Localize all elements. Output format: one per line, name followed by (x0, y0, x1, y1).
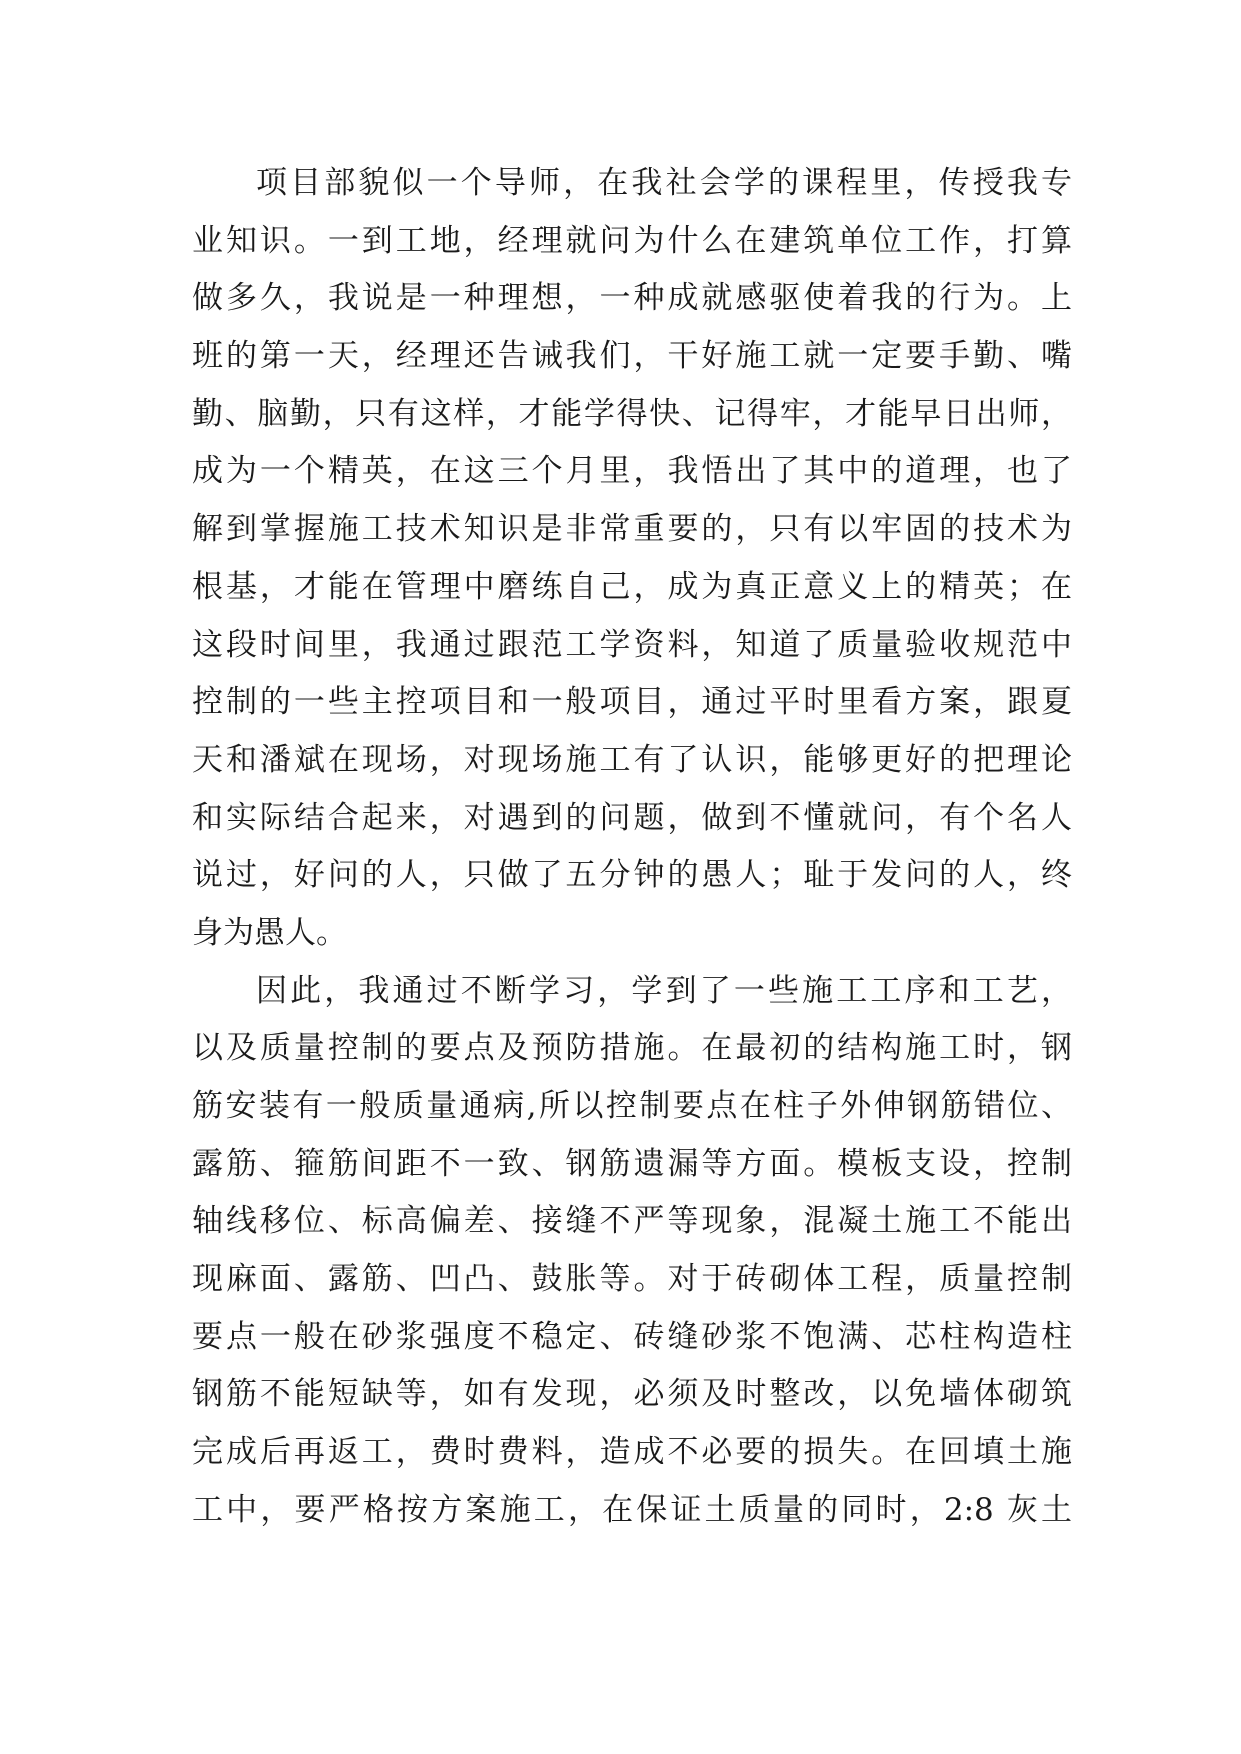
text-line: 根基，才能在管理中磨练自己，成为真正意义上的精英；在 (192, 568, 1072, 605)
paragraph-2 (192, 963, 1072, 1540)
text-line: 轴线移位、标高偏差、接缝不严等现象，混凝土施工不能出 (192, 1203, 1072, 1240)
text-line: 成为一个精英，在这三个月里，我悟出了其中的道理，也了 (192, 453, 1072, 490)
text-line: 露筋、箍筋间距不一致、钢筋遗漏等方面。模板支设，控制 (192, 1145, 1072, 1182)
text-line: 业知识。一到工地，经理就问为什么在建筑单位工作，打算 (192, 222, 1072, 259)
text-line: 项目部貌似一个导师，在我社会学的课程里，传授我专 (256, 165, 1072, 201)
text-line: 解到掌握施工技术知识是非常重要的，只有以牢固的技术为 (192, 511, 1072, 548)
text-line: 钢筋不能短缺等，如有发现，必须及时整改，以免墙体砌筑 (192, 1376, 1072, 1413)
text-line: 班的第一天，经理还告诫我们，干好施工就一定要手勤、嘴 (192, 338, 1072, 375)
text-line: 说过，好问的人，只做了五分钟的愚人；耻于发问的人，终 (192, 857, 1072, 894)
text-line: 以及质量控制的要点及预防措施。在最初的结构施工时，钢 (192, 1030, 1072, 1067)
text-line: 身为愚人。 (192, 914, 347, 951)
paragraph-1 (192, 155, 1072, 963)
text-line: 控制的一些主控项目和一般项目，通过平时里看方案，跟夏 (192, 684, 1072, 721)
text-line: 天和潘斌在现场，对现场施工有了认识，能够更好的把理论 (192, 741, 1072, 778)
text-line: 和实际结合起来，对遇到的问题，做到不懂就问，有个名人 (192, 799, 1072, 836)
text-line: 完成后再返工，费时费料，造成不必要的损失。在回填土施 (192, 1434, 1072, 1471)
document-body (192, 155, 1072, 1540)
text-line: 这段时间里，我通过跟范工学资料，知道了质量验收规范中 (192, 626, 1072, 663)
text-line: 筋安装有一般质量通病,所以控制要点在柱子外伸钢筋错位、 (192, 1088, 1072, 1124)
text-line: 现麻面、露筋、凹凸、鼓胀等。对于砖砌体工程，质量控制 (192, 1261, 1072, 1298)
text-line: 做多久，我说是一种理想，一种成就感驱使着我的行为。上 (192, 280, 1072, 317)
text-line: 因此，我通过不断学习，学到了一些施工工序和工艺， (256, 972, 1072, 1009)
text-line: 勤、脑勤，只有这样，才能学得快、记得牢，才能早日出师， (192, 395, 1072, 432)
text-line: 工中，要严格按方案施工，在保证土质量的同时，2:8 灰土 (192, 1491, 1072, 1528)
text-line: 要点一般在砂浆强度不稳定、砖缝砂浆不饱满、芯柱构造柱 (192, 1318, 1072, 1355)
